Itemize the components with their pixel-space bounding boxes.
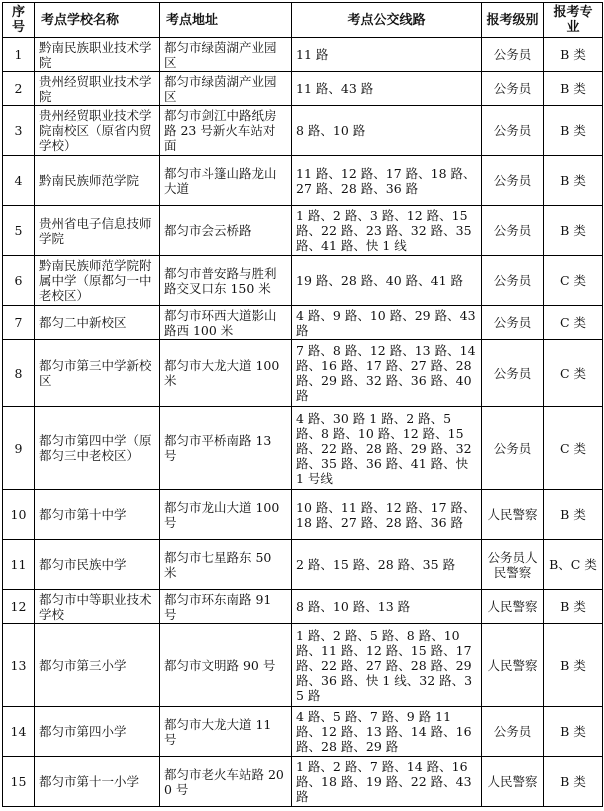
address-cell: 都匀市剑江中路纸房路 23 号新火车站对面 — [160, 106, 292, 156]
seq-cell: 15 — [3, 757, 35, 807]
level-cell: 人民警察 — [482, 590, 544, 624]
table-row — [3, 106, 603, 156]
seq-cell: 7 — [3, 306, 35, 340]
school-cell: 都匀市民族中学 — [35, 540, 160, 590]
level-cell: 公务员 — [482, 206, 544, 256]
level-cell: 公务员 — [482, 156, 544, 206]
major-cell: C 类 — [544, 306, 603, 340]
table-row — [3, 707, 603, 757]
level-cell: 公务员 — [482, 407, 544, 490]
seq-cell: 11 — [3, 540, 35, 590]
school-cell: 都匀二中新校区 — [35, 306, 160, 340]
bus-lines-cell: 19 路、28 路、40 路、41 路 — [292, 256, 482, 306]
major-cell: C 类 — [544, 340, 603, 407]
table-row — [3, 306, 603, 340]
school-cell: 都匀市第十中学 — [35, 490, 160, 540]
level-cell: 公务员 — [482, 256, 544, 306]
table-row — [3, 256, 603, 306]
bus-lines-cell: 8 路、10 路、13 路 — [292, 590, 482, 624]
bus-lines-cell: 11 路 — [292, 38, 482, 72]
school-cell: 贵州经贸职业技术学院南校区（原省内贸学校） — [35, 106, 160, 156]
header-major: 报考专业 — [544, 3, 603, 38]
address-cell: 都匀市大龙大道 100 米 — [160, 340, 292, 407]
seq-cell: 9 — [3, 407, 35, 490]
bus-lines-cell: 2 路、15 路、28 路、35 路 — [292, 540, 482, 590]
bus-lines-cell: 11 路、43 路 — [292, 72, 482, 106]
address-cell: 都匀市绿茵湖产业园区 — [160, 38, 292, 72]
table-row — [3, 590, 603, 624]
bus-lines-cell: 8 路、10 路 — [292, 106, 482, 156]
major-cell: B 类 — [544, 38, 603, 72]
bus-lines-cell: 11 路、12 路、17 路、18 路、27 路、28 路、36 路 — [292, 156, 482, 206]
school-cell: 都匀市第三小学 — [35, 624, 160, 707]
address-cell: 都匀市环西大道影山路西 100 米 — [160, 306, 292, 340]
table-row — [3, 156, 603, 206]
level-cell: 人民警察 — [482, 490, 544, 540]
major-cell: B、C 类 — [544, 540, 603, 590]
table-row — [3, 340, 603, 407]
table-row — [3, 757, 603, 807]
major-cell: B 类 — [544, 72, 603, 106]
bus-lines-cell: 4 路、30 路 1 路、2 路、5 路、8 路、10 路、12 路、15 路、22 路、28 路、29 路、32 路、35 路、36 路、41 路、快 1 号线 — [292, 407, 482, 490]
level-cell: 公务员人民警察 — [482, 540, 544, 590]
level-cell: 公务员 — [482, 707, 544, 757]
seq-cell: 8 — [3, 340, 35, 407]
major-cell: B 类 — [544, 590, 603, 624]
major-cell: B 类 — [544, 707, 603, 757]
address-cell: 都匀市会云桥路 — [160, 206, 292, 256]
address-cell: 都匀市大龙大道 11 号 — [160, 707, 292, 757]
seq-cell: 6 — [3, 256, 35, 306]
school-cell: 都匀市第十一小学 — [35, 757, 160, 807]
major-cell: C 类 — [544, 256, 603, 306]
address-cell: 都匀市斗篷山路龙山大道 — [160, 156, 292, 206]
header-level: 报考级别 — [482, 3, 544, 38]
school-cell: 都匀市第四中学（原都匀三中老校区） — [35, 407, 160, 490]
bus-lines-cell: 1 路、2 路、7 路、14 路、16 路、18 路、19 路、22 路、43 路 — [292, 757, 482, 807]
major-cell: B 类 — [544, 106, 603, 156]
address-cell: 都匀市绿茵湖产业园区 — [160, 72, 292, 106]
level-cell: 公务员 — [482, 340, 544, 407]
major-cell: B 类 — [544, 156, 603, 206]
seq-cell: 2 — [3, 72, 35, 106]
seq-cell: 5 — [3, 206, 35, 256]
level-cell: 人民警察 — [482, 624, 544, 707]
seq-cell: 1 — [3, 38, 35, 72]
bus-lines-cell: 7 路、8 路、12 路、13 路、14 路、16 路、17 路、27 路、28 路、29 路、32 路、36 路、40 路 — [292, 340, 482, 407]
school-cell: 贵州省电子信息技师学院 — [35, 206, 160, 256]
exam-sites-table — [2, 2, 603, 807]
table-row — [3, 624, 603, 707]
school-cell: 黔南民族师范学院 — [35, 156, 160, 206]
major-cell: B 类 — [544, 206, 603, 256]
seq-cell: 10 — [3, 490, 35, 540]
header-bus: 考点公交线路 — [292, 3, 482, 38]
bus-lines-cell: 4 路、9 路、10 路、29 路、43 路 — [292, 306, 482, 340]
major-cell: C 类 — [544, 407, 603, 490]
major-cell: B 类 — [544, 624, 603, 707]
bus-lines-cell: 4 路、5 路、7 路、9 路 11 路、12 路、13 路、14 路、16 路、28 路、29 路 — [292, 707, 482, 757]
address-cell: 都匀市老火车站路 200 号 — [160, 757, 292, 807]
table-row — [3, 38, 603, 72]
school-cell: 黔南民族职业技术学院 — [35, 38, 160, 72]
address-cell: 都匀市文明路 90 号 — [160, 624, 292, 707]
table-row — [3, 72, 603, 106]
address-cell: 都匀市平桥南路 13 号 — [160, 407, 292, 490]
school-cell: 贵州经贸职业技术学院 — [35, 72, 160, 106]
major-cell: B 类 — [544, 490, 603, 540]
header-seq: 序号 — [3, 3, 35, 38]
level-cell: 公务员 — [482, 306, 544, 340]
table-row — [3, 206, 603, 256]
address-cell: 都匀市环东南路 91 号 — [160, 590, 292, 624]
address-cell: 都匀市普安路与胜利路交叉口东 150 米 — [160, 256, 292, 306]
header-school: 考点学校名称 — [35, 3, 160, 38]
seq-cell: 13 — [3, 624, 35, 707]
level-cell: 人民警察 — [482, 757, 544, 807]
school-cell: 都匀市第四小学 — [35, 707, 160, 757]
school-cell: 都匀市中等职业技术学校 — [35, 590, 160, 624]
seq-cell: 4 — [3, 156, 35, 206]
bus-lines-cell: 1 路、2 路、3 路、12 路、15 路、22 路、23 路、32 路、35 路、41 路、快 1 线 — [292, 206, 482, 256]
table-row — [3, 540, 603, 590]
address-cell: 都匀市龙山大道 100 号 — [160, 490, 292, 540]
major-cell: B 类 — [544, 757, 603, 807]
bus-lines-cell: 10 路、11 路、12 路、17 路、18 路、27 路、28 路、36 路 — [292, 490, 482, 540]
table-row — [3, 490, 603, 540]
level-cell: 公务员 — [482, 72, 544, 106]
header-address: 考点地址 — [160, 3, 292, 38]
school-cell: 黔南民族师范学院附属中学（原都匀一中老校区） — [35, 256, 160, 306]
level-cell: 公务员 — [482, 38, 544, 72]
seq-cell: 14 — [3, 707, 35, 757]
seq-cell: 3 — [3, 106, 35, 156]
address-cell: 都匀市七星路东 50 米 — [160, 540, 292, 590]
level-cell: 公务员 — [482, 106, 544, 156]
school-cell: 都匀市第三中学新校区 — [35, 340, 160, 407]
seq-cell: 12 — [3, 590, 35, 624]
header-row — [3, 3, 603, 38]
table-row — [3, 407, 603, 490]
bus-lines-cell: 1 路、2 路、5 路、8 路、10 路、11 路、12 路、15 路、17 路、22 路、27 路、28 路、29 路、36 路、快 1 线、32 路、35 路 — [292, 624, 482, 707]
